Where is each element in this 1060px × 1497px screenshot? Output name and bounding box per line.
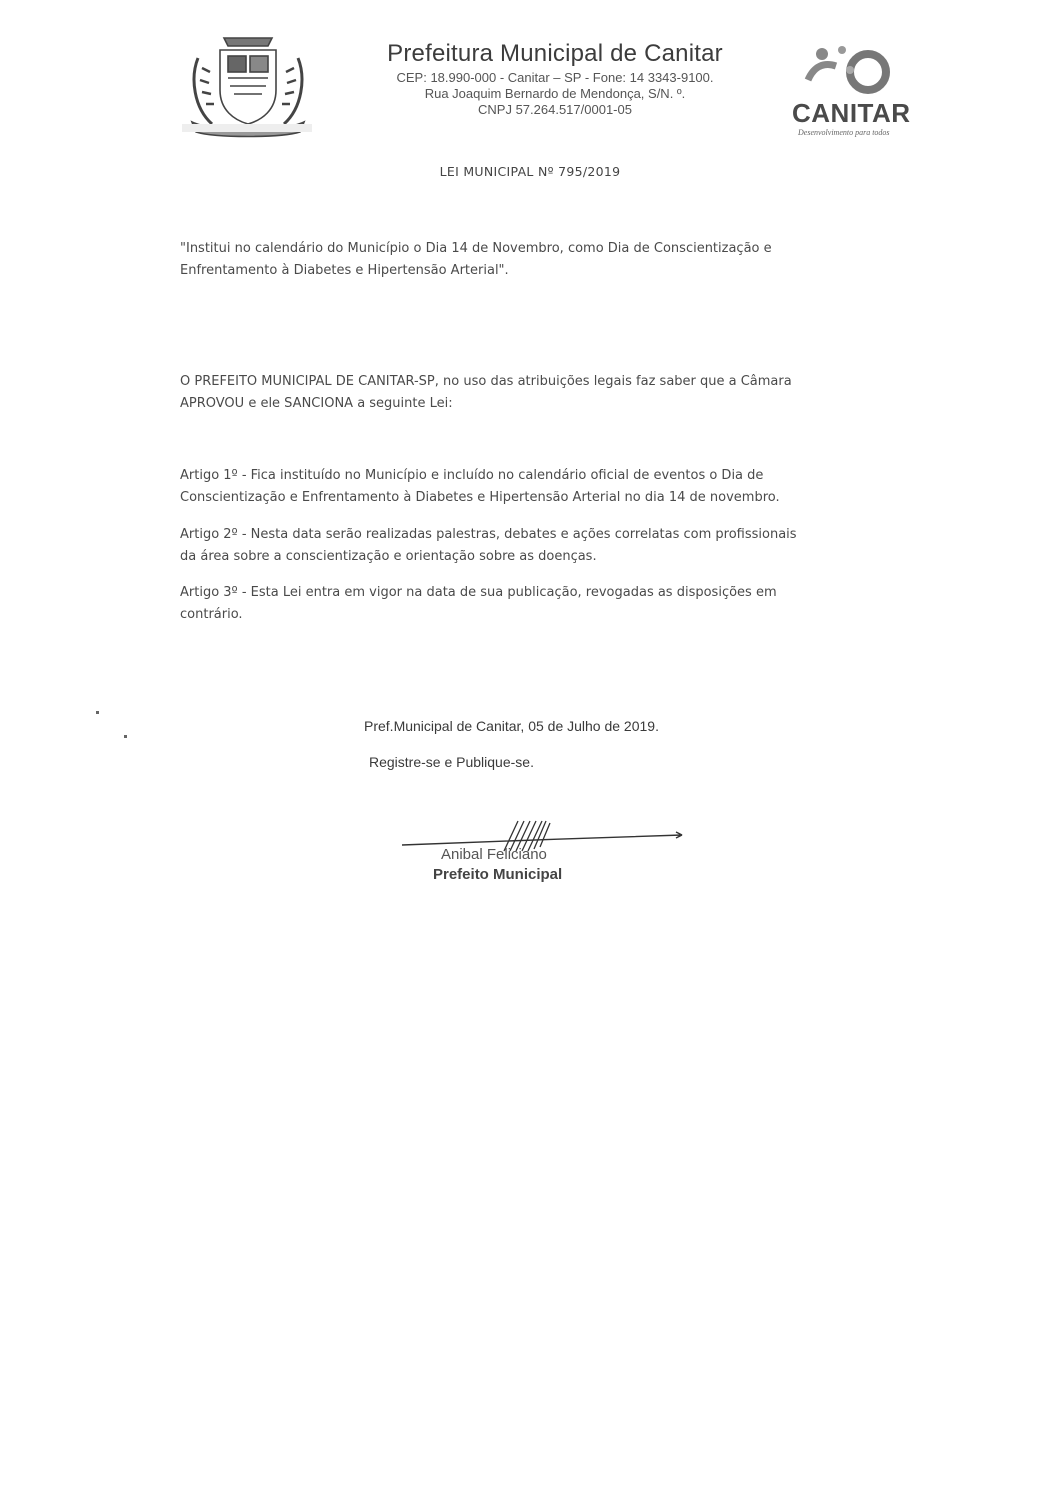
article-1-text: - Fica instituído no Município e incluído no calendário oficial de eventos o Dia de	[237, 468, 764, 483]
canitar-logo-figure	[782, 44, 942, 100]
article-2-label: Artigo 2º	[180, 527, 238, 542]
signer-name: Anibal Feliciano	[441, 846, 547, 863]
letterhead-title: Prefeitura Municipal de Canitar	[387, 40, 723, 67]
article-1-text-cont: Conscientização e Enfrentamento à Diabetes e Hipertensão Arterial no dia 14 de novembro.	[180, 490, 780, 505]
law-ementa-line: "Institui no calendário do Município o Dia 14 de Novembro, como Dia de Conscientização e	[180, 241, 772, 256]
scan-speck	[124, 735, 127, 738]
letterhead-street-line: Rua Joaquim Bernardo de Mendonça, S/N. º.	[424, 86, 686, 101]
law-ementa-line: Enfrentamento à Diabetes e Hipertensão Arterial".	[180, 263, 509, 278]
coat-of-arms-caption	[182, 124, 312, 132]
canitar-logo-tagline: Desenvolvimento para todos	[798, 128, 890, 137]
scan-speck	[96, 711, 99, 714]
canitar-logo-text: CANITAR	[792, 98, 911, 128]
publish-order: Registre-se e Publique-se.	[369, 754, 534, 770]
law-preamble-line: APROVOU e ele SANCIONA a seguinte Lei:	[180, 396, 453, 411]
law-preamble	[180, 371, 860, 415]
article-3-label: Artigo 3º	[180, 585, 238, 600]
letterhead-cnpj-line: CNPJ 57.264.517/0001-05	[478, 102, 632, 117]
article-2-text-cont: da área sobre a conscientização e orientação sobre as doenças.	[180, 549, 597, 564]
article-2	[180, 524, 860, 568]
article-2-text: - Nesta data serão realizadas palestras, debates e ações correlatas com profissionais	[237, 527, 797, 542]
law-title: LEI MUNICIPAL Nº 795/2019	[439, 164, 621, 179]
article-3-text: - Esta Lei entra em vigor na data de sua publicação, revogadas as disposições em	[237, 585, 777, 600]
law-preamble-line: O PREFEITO MUNICIPAL DE CANITAR-SP, no uso das atribuições legais faz saber que a Câmara	[180, 374, 792, 389]
law-ementa	[180, 238, 860, 282]
letterhead-address-line: CEP: 18.990-000 - Canitar – SP - Fone: 14 3343-9100.	[396, 70, 714, 85]
article-1	[180, 465, 860, 509]
place-date: Pref.Municipal de Canitar, 05 de Julho de 2019.	[364, 718, 659, 734]
signer-role: Prefeito Municipal	[433, 866, 563, 883]
canitar-logo	[782, 44, 942, 144]
article-3	[180, 582, 860, 626]
article-1-label: Artigo 1º	[180, 468, 238, 483]
article-3-text-cont: contrário.	[180, 607, 243, 622]
letterhead	[345, 40, 765, 118]
